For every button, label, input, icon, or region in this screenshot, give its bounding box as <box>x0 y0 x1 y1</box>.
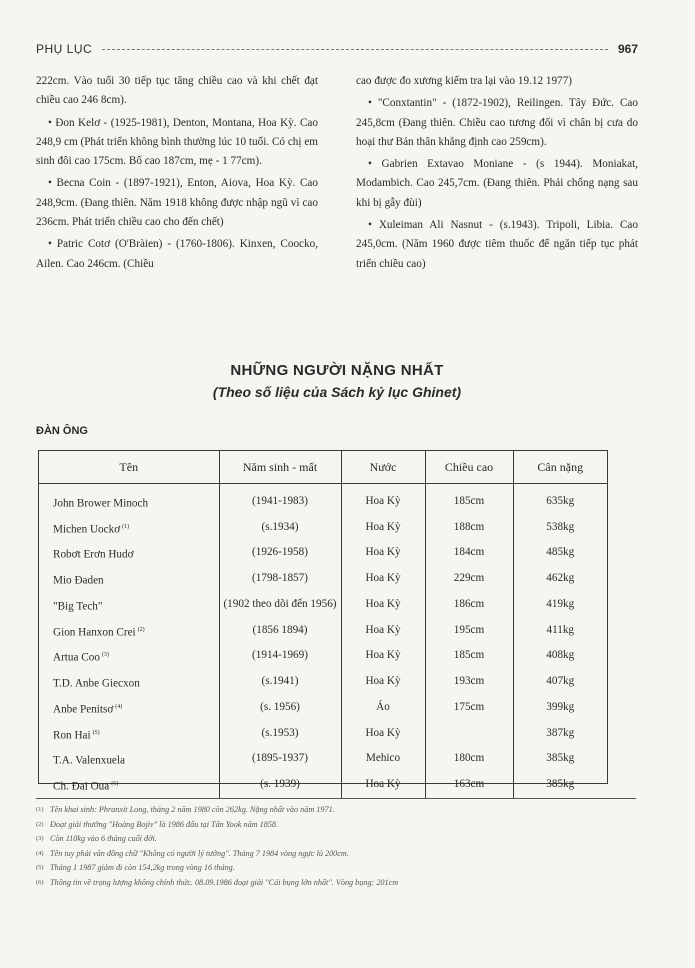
cell-height-text: 229cm <box>453 572 485 585</box>
cell-country <box>341 644 425 670</box>
footnote-text: Tháng 1 1987 giảm đi còn 154,2kg trong vòng 16 tháng. <box>50 863 235 873</box>
header-rule <box>102 49 608 50</box>
cell-country-text: Hoa Kỳ <box>365 495 401 507</box>
cell-country <box>341 484 425 516</box>
cell-country-text: Hoa Kỳ <box>365 675 401 688</box>
table-row <box>39 773 607 799</box>
cell-weight <box>513 644 607 670</box>
cell-height-text: 188cm <box>453 520 485 533</box>
cell-name <box>39 644 219 670</box>
section-title: NHỮNG NGƯỜI NẶNG NHẤT <box>230 362 444 379</box>
cell-weight <box>513 593 607 619</box>
cell-name <box>39 722 219 748</box>
cell-birth-text: (s. 1939) <box>260 778 300 791</box>
footnotes <box>36 798 636 891</box>
cell-birth-text: (s. 1956) <box>260 700 300 713</box>
cell-weight-text: 387kg <box>546 726 575 739</box>
table-row <box>39 484 607 516</box>
cell-country <box>341 696 425 722</box>
cell-name <box>39 567 219 593</box>
cell-birth <box>219 670 341 696</box>
footnote-text: Tên tuy phải văn đồng chữ "Không có người lý tưởng". Tháng 7 1984 vòng ngực lủ 200cm. <box>50 848 349 858</box>
cell-height-text: 185cm <box>453 649 485 662</box>
cell-height <box>425 593 513 619</box>
footnote <box>36 847 636 862</box>
cell-name-text: T.A. Valenxuela <box>53 755 125 768</box>
header-country: Nước <box>341 451 425 484</box>
cell-height-text: 186cm <box>453 597 485 610</box>
cell-birth <box>219 747 341 773</box>
running-header-section: PHỤ LỤC <box>36 42 93 56</box>
cell-name-text: Anbe Penitsơ <box>53 703 114 716</box>
cell-country-text: Hoa Kỳ <box>365 726 401 739</box>
cell-weight-text: 419kg <box>546 597 575 610</box>
cell-country-text: Mehico <box>365 752 401 765</box>
cell-weight <box>513 747 607 773</box>
footnote-number: (2) <box>36 820 44 828</box>
cell-country-text: Hoa Kỳ <box>365 623 401 636</box>
table-row <box>39 670 607 696</box>
cell-country-text: Hoa Kỳ <box>365 546 401 559</box>
cell-birth <box>219 484 341 516</box>
cell-height-text: 184cm <box>453 546 485 559</box>
data-table <box>39 451 607 799</box>
footnote <box>36 803 636 818</box>
cell-birth-text: (s.1953) <box>261 726 299 739</box>
cell-weight-text: 399kg <box>546 700 575 713</box>
header-weight: Cân nặng <box>513 451 607 484</box>
table-row <box>39 722 607 748</box>
footnote-marker: (2) <box>137 626 145 633</box>
table-body <box>39 484 607 799</box>
cell-weight <box>513 773 607 799</box>
cell-birth-text: (1914-1969) <box>252 649 308 662</box>
cell-height <box>425 696 513 722</box>
cell-height-text: 185cm <box>453 495 485 507</box>
cell-birth <box>219 516 341 542</box>
cell-height <box>425 567 513 593</box>
paragraph: • Gabrien Extavao Moniane - (s 1944). Moniakat, Modambich. Cao 245,7cm. (Đang thiên. Phải chống nạng sau khi bị gẫy đùi) <box>356 158 638 209</box>
cell-birth <box>219 541 341 567</box>
cell-weight <box>513 567 607 593</box>
cell-birth <box>219 593 341 619</box>
cell-country <box>341 567 425 593</box>
cell-weight <box>513 516 607 542</box>
table-header-row <box>39 451 607 484</box>
table-row <box>39 747 607 773</box>
cell-birth-text: (1902 theo dõi đến 1956) <box>223 597 337 610</box>
cell-birth <box>219 644 341 670</box>
cell-height-text: 180cm <box>453 752 485 765</box>
cell-country-text: Hoa Kỳ <box>365 520 401 533</box>
cell-country <box>341 541 425 567</box>
cell-birth-text: (1926-1958) <box>252 546 308 559</box>
table-row <box>39 619 607 645</box>
cell-weight-text: 407kg <box>546 675 575 688</box>
cell-name <box>39 670 219 696</box>
cell-height-text: 193cm <box>453 675 485 688</box>
cell-height <box>425 747 513 773</box>
footnote <box>36 818 636 833</box>
cell-height-text: 175cm <box>453 700 485 713</box>
cell-country <box>341 619 425 645</box>
page-header <box>36 40 638 58</box>
cell-name-text: John Brower Minoch <box>53 497 149 510</box>
paragraph: • Đon Kelơ - (1925-1981), Denton, Montana, Hoa Kỳ. Cao 248,9 cm (Phát triển không bình thường lúc 10 tuổi. Có chị em sinh đôi cao 175cm. Bố cao 187cm, mẹ - 1 77cm). <box>36 116 318 168</box>
cell-country-text: Hoa Kỳ <box>365 597 401 610</box>
paragraph: cao được đo xương kiểm tra lại vào 19.12 1977) <box>356 75 572 87</box>
cell-birth <box>219 619 341 645</box>
table-row <box>39 541 607 567</box>
cell-name-text: Gion Hanxon Crei <box>53 626 136 639</box>
cell-country <box>341 593 425 619</box>
cell-name-text: T.D. Anbe Giecxon <box>53 677 140 690</box>
footnote-marker: (4) <box>115 703 123 710</box>
cell-country-text: Hoa Kỳ <box>365 778 401 791</box>
cell-name-text: Ron Hai <box>53 729 91 742</box>
cell-name <box>39 541 219 567</box>
cell-name <box>39 619 219 645</box>
cell-name-text: Robơt Erơn Hudơ <box>53 549 134 562</box>
cell-birth-text: (s.1934) <box>261 520 299 533</box>
paragraph: • Patric Cotơ (O'Bràien) - (1760-1806). Kinxen, Coocko, Ailen. Cao 246cm. (Chiều <box>36 238 318 270</box>
footnote-marker: (5) <box>92 729 100 736</box>
cell-height <box>425 670 513 696</box>
cell-height <box>425 619 513 645</box>
table-row <box>39 516 607 542</box>
cell-height <box>425 484 513 516</box>
cell-country <box>341 722 425 748</box>
cell-name <box>39 696 219 722</box>
footnote-text: Còn 110kg vào 6 tháng cuối đời. <box>50 834 157 844</box>
cell-birth-text: (1941-1983) <box>252 495 308 507</box>
footnote-marker: (1) <box>122 523 130 530</box>
cell-height <box>425 644 513 670</box>
paragraph: • Xuleiman Ali Nasnut - (s.1943). Tripoli, Libia. Cao 245,0cm. (Năm 1960 được tiêm thuốc để ngăn tiếp tục phát triển chiều cao) <box>356 219 638 270</box>
cell-height <box>425 516 513 542</box>
footnote-text: Thông tin về trọng lượng không chính thức. 08.09.1986 đoạt giải "Cái bụng lớn nhất". Vòng bụng: 201cm <box>50 877 399 887</box>
cell-weight-text: 635kg <box>546 495 575 507</box>
cell-height-text: 195cm <box>453 623 485 636</box>
category-label: ĐÀN ÔNG <box>36 425 88 437</box>
cell-country <box>341 670 425 696</box>
footnote-marker: (3) <box>101 652 109 659</box>
cell-name <box>39 593 219 619</box>
cell-name-text: Michen Uockơ <box>53 523 121 536</box>
heaviest-people-table <box>38 450 608 793</box>
paragraph: 222cm. Vào tuổi 30 tiếp tục tăng chiều cao và khi chết đạt chiều cao 246 8cm). <box>36 75 318 107</box>
cell-birth <box>219 722 341 748</box>
cell-weight-text: 385kg <box>546 752 575 765</box>
cell-weight <box>513 541 607 567</box>
footnote-marker: (6) <box>111 781 119 788</box>
cell-weight-text: 485kg <box>546 546 575 559</box>
cell-name-text: Mio Đaden <box>53 574 104 587</box>
cell-birth-text: (1856 1894) <box>252 623 308 636</box>
footnote-number: (3) <box>36 835 44 843</box>
footnote-number: (5) <box>36 864 44 872</box>
cell-birth <box>219 567 341 593</box>
cell-country-text: Áo <box>376 700 390 713</box>
cell-name <box>39 484 219 516</box>
cell-height <box>425 773 513 799</box>
cell-name <box>39 516 219 542</box>
cell-name-text: Ch. Đai Oua <box>53 780 110 793</box>
cell-height <box>425 541 513 567</box>
cell-height-text: 163cm <box>453 778 485 791</box>
section-subtitle: (Theo số liệu của Sách kỷ lục Ghinet) <box>212 384 462 400</box>
cell-birth-text: (s.1941) <box>261 675 299 688</box>
footnote <box>36 876 636 891</box>
footnote-number: (1) <box>36 806 44 813</box>
footnote-text: Đoạt giải thưởng "Hoàng Bojiv" là 1986 đấu tại Tân Yook năm 1858. <box>50 819 279 829</box>
text-columns <box>36 72 638 344</box>
footnote-text: Tên khai sinh: Phranxit Long, tháng 2 năm 1980 còn 262kg. Nặng nhất vào năm 1971. <box>50 805 335 814</box>
cell-name-text: "Big Tech" <box>53 600 103 613</box>
cell-country <box>341 516 425 542</box>
cell-weight-text: 538kg <box>546 520 575 533</box>
cell-weight-text: 408kg <box>546 649 575 662</box>
cell-weight-text: 385kg <box>546 778 575 791</box>
table-row <box>39 593 607 619</box>
cell-weight-text: 411kg <box>546 623 575 636</box>
table-row <box>39 696 607 722</box>
footnote-number: (4) <box>36 849 44 857</box>
cell-birth-text: (1895-1937) <box>252 752 308 765</box>
left-column <box>36 72 318 344</box>
cell-height <box>425 722 513 748</box>
right-column <box>356 72 638 344</box>
cell-birth <box>219 773 341 799</box>
cell-weight <box>513 722 607 748</box>
cell-name-text: Artua Coo <box>53 652 100 665</box>
table-row <box>39 567 607 593</box>
cell-weight <box>513 484 607 516</box>
cell-weight-text: 462kg <box>546 572 575 585</box>
header-height: Chiều cao <box>425 451 513 484</box>
cell-name <box>39 747 219 773</box>
cell-birth-text: (1798-1857) <box>252 572 308 585</box>
cell-country <box>341 773 425 799</box>
paragraph: • "Conxtantin" - (1872-1902), Reilingen. Tây Đức. Cao 245,8cm (Đang thiên. Chiều cao tương đối vì chân bị cưa do hoại thư Bản thân khẳng định cao 259cm). <box>356 97 638 148</box>
cell-birth <box>219 696 341 722</box>
footnote-number: (6) <box>36 878 44 886</box>
header-birth-death: Năm sinh - mất <box>219 451 341 484</box>
paragraph: • Becna Coin - (1897-1921), Enton, Aiova, Hoa Kỳ. Cao 248,9cm. (Đang thiên. Năm 1918 không được nhập ngũ vì cao 236cm. Phát triển chiều cao cho đến chết) <box>36 177 318 229</box>
cell-weight <box>513 670 607 696</box>
footnote <box>36 832 636 847</box>
footnote <box>36 861 636 876</box>
cell-country <box>341 747 425 773</box>
cell-weight <box>513 696 607 722</box>
page-number: 967 <box>617 42 638 56</box>
cell-country-text: Hoa Kỳ <box>365 649 401 662</box>
header-name: Tên <box>39 451 219 484</box>
cell-country-text: Hoa Kỳ <box>365 572 401 585</box>
cell-name <box>39 773 219 799</box>
table-row <box>39 644 607 670</box>
cell-weight <box>513 619 607 645</box>
